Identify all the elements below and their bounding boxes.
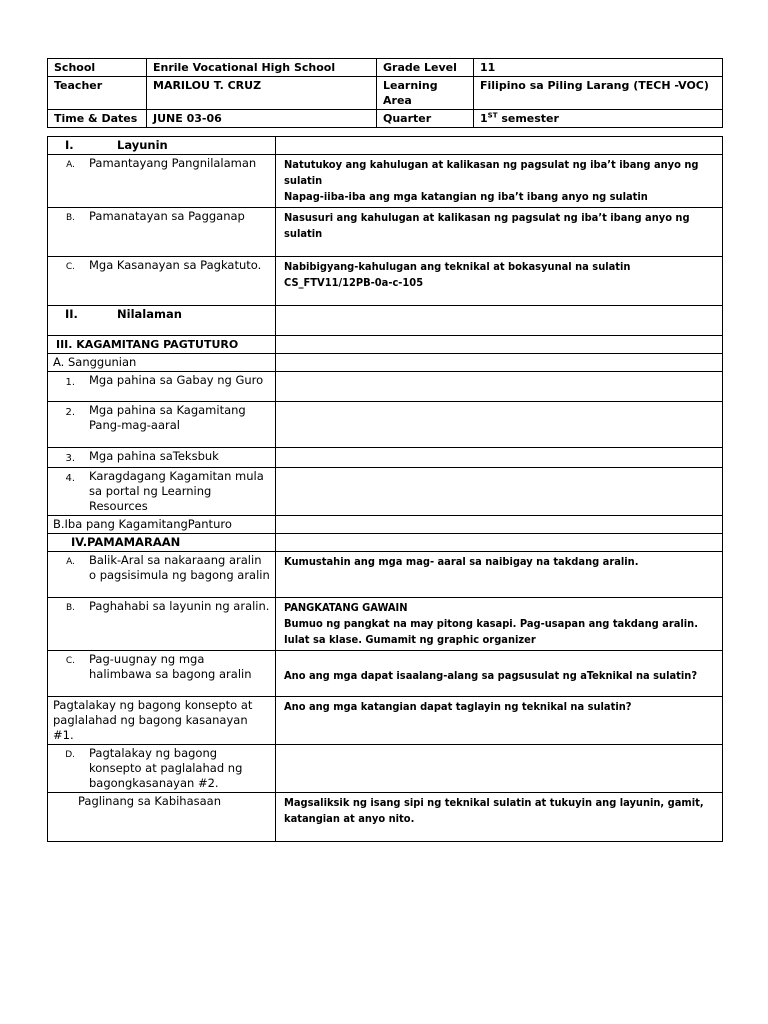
section-layunin — [48, 137, 276, 155]
learning-area-label: Learning Area — [377, 77, 474, 110]
item-marker: 2. — [65, 407, 75, 418]
content-paghahabi — [276, 598, 723, 651]
row-paghahabi — [48, 598, 276, 651]
section-number: II. — [65, 307, 78, 321]
item-marker: 3. — [65, 453, 75, 464]
item-label: Mga Kasanayan sa Pagkatuto. — [89, 258, 262, 272]
item-marker: 4. — [65, 473, 75, 484]
iba-pang-kagamitan-label: B.Iba pang KagamitangPanturo — [48, 516, 276, 534]
content-pag-uugnay: Ano ang mga dapat isaalang-alang sa pagsusulat ng aTeknikal na sulatin? — [276, 651, 723, 697]
content-line: Nabibigyang-kahulugan ang teknikal at bokasyunal na sulatin — [284, 260, 631, 273]
school-value: Enrile Vocational High School — [147, 59, 377, 77]
quarter-label: Quarter — [377, 110, 474, 128]
quarter-suffix: ST — [487, 111, 498, 120]
content-pagtalakay-1: Ano ang mga katangian dapat taglayin ng teknikal na sulatin? — [276, 697, 723, 745]
content-heading: PANGKATANG GAWAIN — [284, 601, 408, 614]
row-karagdagang-kagamitan — [48, 468, 276, 516]
section-title: Nilalaman — [117, 307, 182, 321]
row-pagtalakay-2 — [48, 745, 276, 793]
time-dates-label: Time & Dates — [48, 110, 147, 128]
item-label: Mga pahina sa Gabay ng Guro — [89, 373, 264, 387]
row-pamanatayan-sa-pagganap — [48, 208, 276, 257]
grade-level-value: 11 — [474, 59, 723, 77]
item-label: Karagdagang Kagamitan mula sa portal ng Learning Resources — [89, 469, 264, 513]
quarter-number: 1 — [480, 112, 488, 125]
item-marker: C. — [65, 656, 75, 666]
row-balik-aral — [48, 552, 276, 598]
lesson-plan-table — [47, 136, 723, 842]
grade-level-label: Grade Level — [377, 59, 474, 77]
section-pamamaraan — [48, 534, 276, 552]
content-pamantayang-pangnilalaman — [276, 155, 723, 208]
item-marker: B. — [65, 213, 75, 223]
school-label: School — [48, 59, 147, 77]
content-pamanatayan-sa-pagganap: Nasusuri ang kahulugan at kalikasan ng pagsulat ng iba’t ibang anyo ng sulatin — [276, 208, 723, 257]
item-marker: A. — [66, 557, 75, 567]
header-table — [47, 58, 723, 128]
section-kagamitang-pagtuturo: III. KAGAMITANG PAGTUTURO — [48, 336, 276, 354]
quarter-text: semester — [497, 112, 559, 125]
row-teksbuk — [48, 448, 276, 468]
section-nilalaman — [48, 306, 276, 336]
item-marker: B. — [65, 603, 75, 613]
section-title: PAMAMARAAN — [87, 535, 181, 549]
row-mga-kasanayan — [48, 257, 276, 306]
item-label: Pamantayang Pangnilalaman — [89, 156, 257, 170]
content-line: Bumuo ng pangkat na may pitong kasapi. Pag-usapan ang takdang aralin. Iulat sa klase. Gumamit ng graphic organizer — [284, 617, 698, 646]
row-gabay-ng-guro — [48, 372, 276, 402]
row-pag-uugnay — [48, 651, 276, 697]
content-balik-aral: Kumustahin ang mga mag- aaral sa naibigay na takdang aralin. — [276, 552, 723, 598]
teacher-label: Teacher — [48, 77, 147, 110]
item-marker: D. — [65, 750, 75, 760]
section-title: Layunin — [117, 138, 168, 152]
item-label: Mga pahina sa Kagamitang Pang-mag-aaral — [89, 403, 246, 432]
content-line: Natutukoy ang kahulugan at kalikasan ng pagsulat ng iba’t ibang anyo ng sulatin — [284, 158, 699, 187]
time-dates-value: JUNE 03-06 — [147, 110, 377, 128]
competency-code: CS_FTV11/12PB-0a-c-105 — [284, 276, 424, 289]
item-marker: 1. — [65, 377, 75, 388]
learning-area-value: Filipino sa Piling Larang (TECH -VOC) — [474, 77, 723, 110]
item-label: Pamanatayan sa Pagganap — [89, 209, 245, 223]
item-label: Paghahabi sa layunin ng aralin. — [89, 599, 270, 613]
section-number: IV. — [71, 535, 88, 549]
section-number: I. — [65, 138, 74, 152]
quarter-value — [474, 110, 723, 128]
teacher-value: MARILOU T. CRUZ — [147, 77, 377, 110]
row-pagtalakay-1: Pagtalakay ng bagong konsepto at paglalahad ng bagong kasanayan #1. — [48, 697, 276, 745]
item-label: Pag-uugnay ng mga halimbawa sa bagong aralin — [89, 652, 252, 681]
content-line: Napag-iiba-iba ang mga katangian ng iba’t ibang anyo ng sulatin — [284, 190, 648, 203]
row-pamantayang-pangnilalaman — [48, 155, 276, 208]
item-label: Pagtalakay ng bagong konsepto at paglalahad ng bagongkasanayan #2. — [89, 746, 243, 790]
item-label: Mga pahina saTeksbuk — [89, 449, 219, 463]
item-marker: C. — [65, 262, 75, 272]
row-paglinang: Paglinang sa Kabihasaan — [48, 793, 276, 842]
item-label: Balik-Aral sa nakaraang aralin o pagsisimula ng bagong aralin — [89, 553, 270, 582]
row-kagamitang-pang-mag-aaral — [48, 402, 276, 448]
content-paglinang: Magsaliksik ng isang sipi ng teknikal sulatin at tukuyin ang layunin, gamit, katangian at anyo nito. — [276, 793, 723, 842]
sanggunian-label: A. Sanggunian — [48, 354, 276, 372]
item-marker: A. — [66, 160, 75, 170]
content-mga-kasanayan — [276, 257, 723, 306]
